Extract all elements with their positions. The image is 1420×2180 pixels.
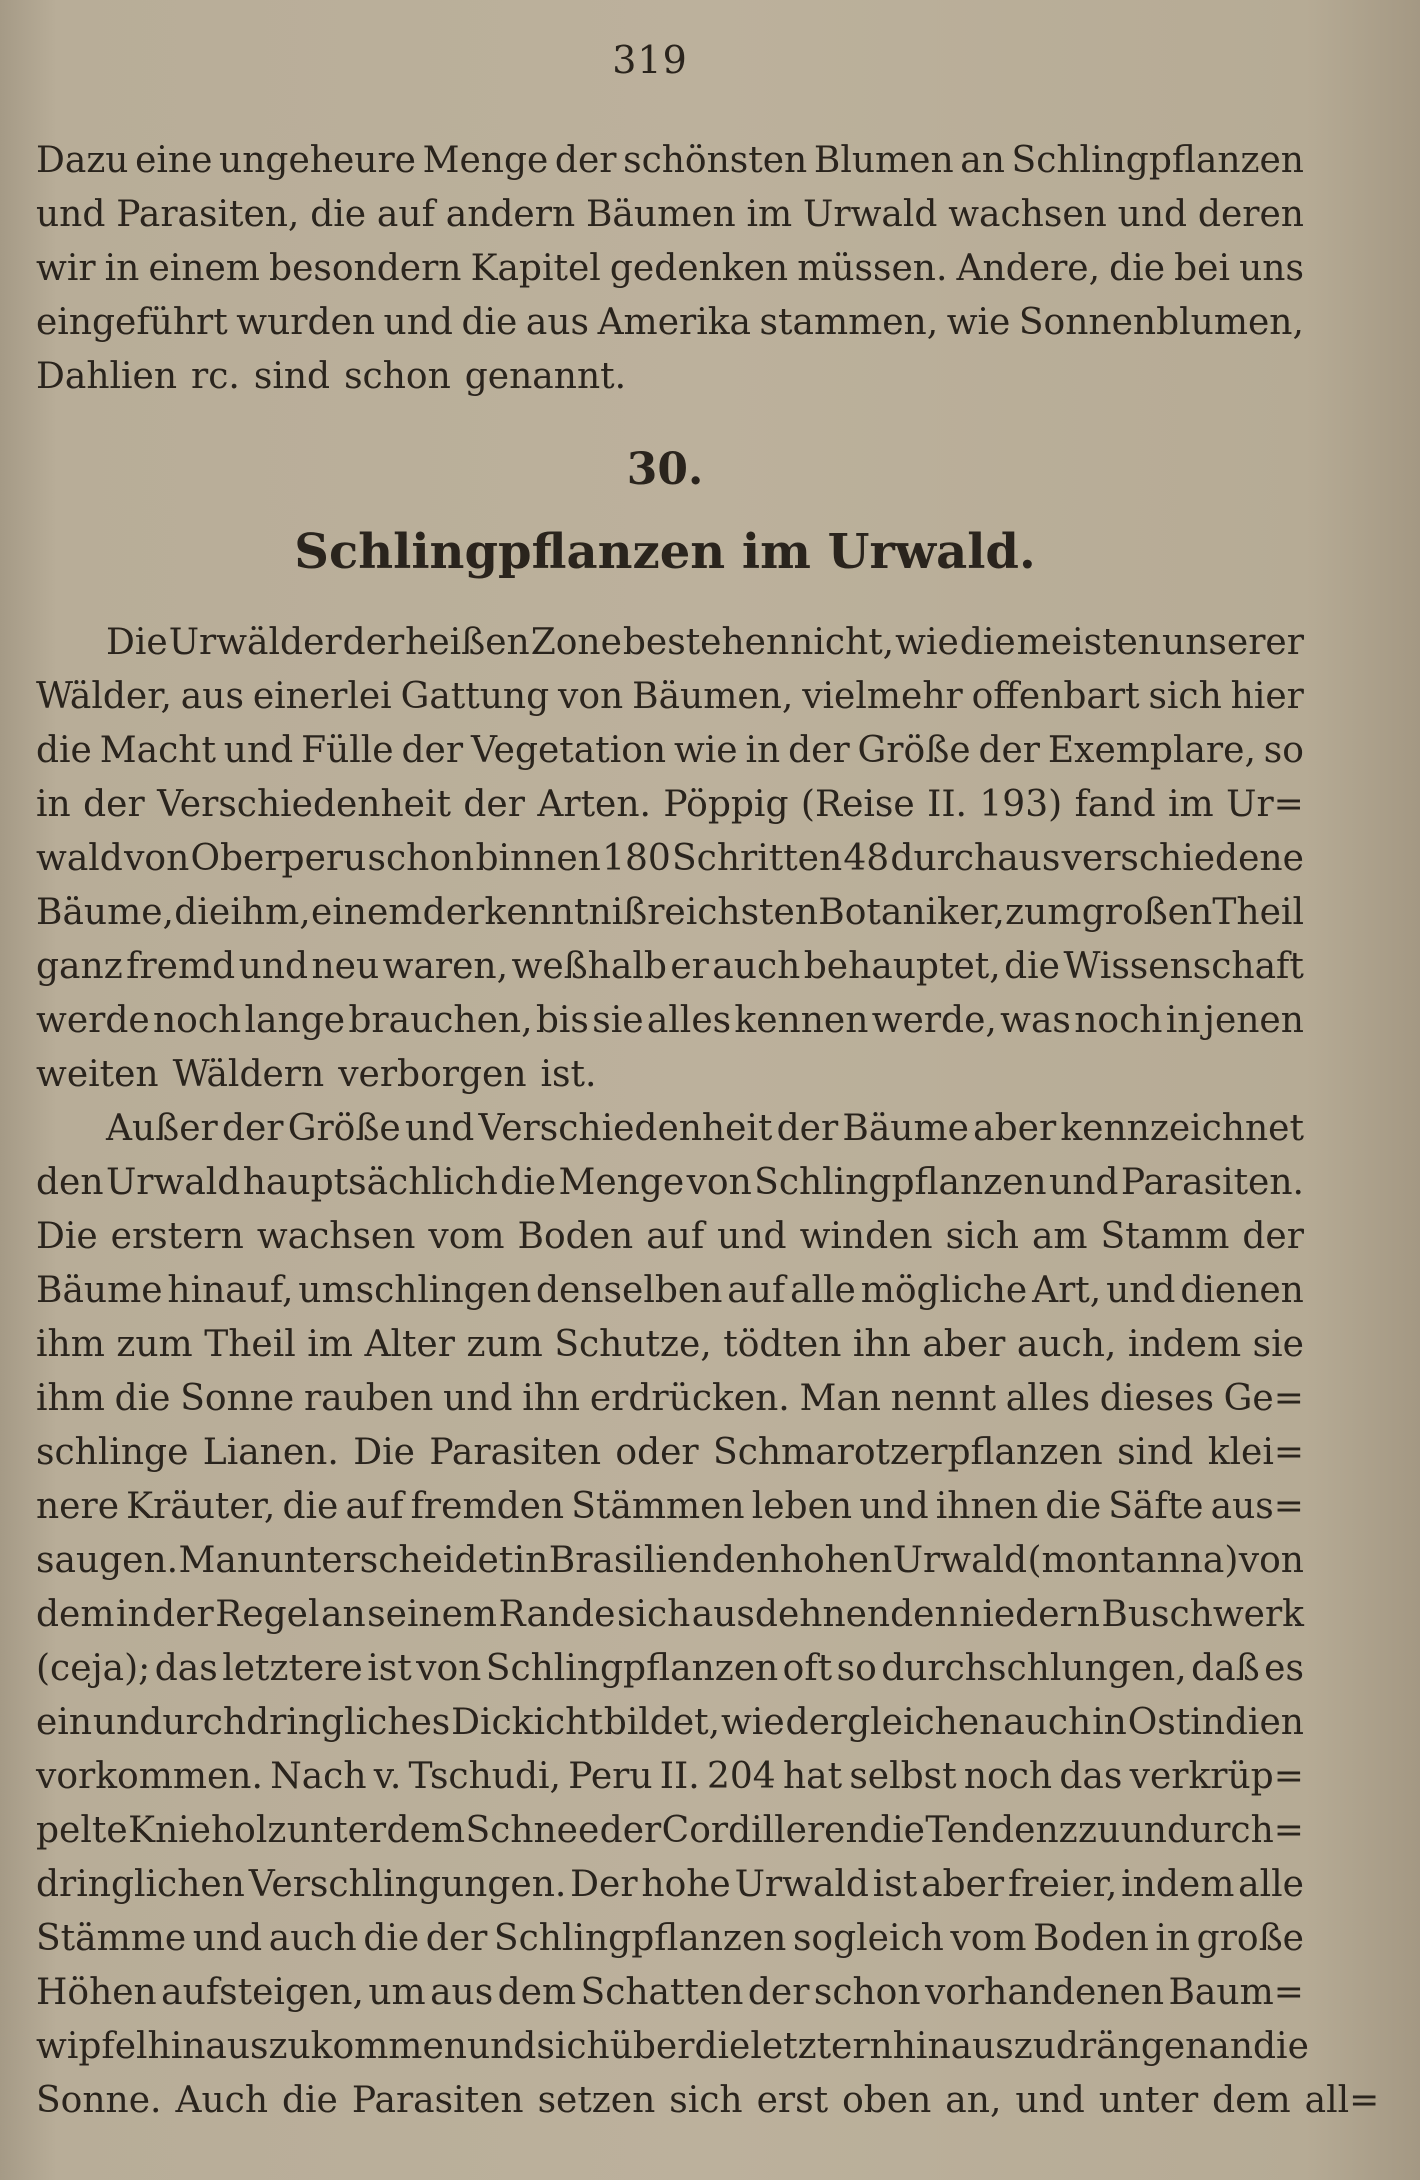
text-line: Höhen aufsteigen, um aus dem Schatten der schon vorhandenen Baum= — [36, 1972, 1304, 2013]
section-number: 30. — [626, 444, 704, 495]
text-line: werde noch lange brauchen, bis sie alles kennen werde, was noch in jenen — [36, 1000, 1304, 1041]
text-line: Die Urwälder der heißen Zone bestehen nicht, wie die meisten unserer — [106, 622, 1304, 663]
text-line: Außer der Größe und Verschiedenheit der Bäume aber kennzeichnet — [106, 1108, 1304, 1149]
text-line: ein undurchdringliches Dickicht bildet, wie dergleichen auch in Ostindien — [36, 1702, 1304, 1743]
text-line: weiten Wäldern verborgen ist. — [36, 1054, 597, 1095]
text-line: Sonne. Auch die Parasiten setzen sich erst oben an, und unter dem all= — [36, 2080, 1380, 2121]
text-line: schlinge Lianen. Die Parasiten oder Schmarotzerpflanzen sind klei= — [36, 1432, 1304, 1473]
text-line: vorkommen. Nach v. Tschudi, Peru II. 204 hat selbst noch das verkrüp= — [36, 1756, 1304, 1797]
text-line: (ceja); das letztere ist von Schlingpflanzen oft so durchschlungen, daß es — [36, 1648, 1304, 1689]
text-line: Die erstern wachsen vom Boden auf und winden sich am Stamm der — [36, 1216, 1304, 1257]
text-line: dringlichen Verschlingungen. Der hohe Urwald ist aber freier, indem alle — [36, 1864, 1304, 1905]
text-line: Wälder, aus einerlei Gattung von Bäumen, vielmehr offenbart sich hier — [36, 676, 1304, 717]
text-line: in der Verschiedenheit der Arten. Pöppig (Reise II. 193) fand im Ur= — [36, 784, 1304, 825]
text-line: saugen. Man unterscheidet in Brasilien den hohen Urwald (montanna) von — [36, 1540, 1304, 1581]
text-line: wipfel hinauszukommen und sich über die letztern hinauszudrängen an die — [36, 2026, 1309, 2067]
text-line: ihm die Sonne rauben und ihn erdrücken. Man nennt alles dieses Ge= — [36, 1378, 1304, 1419]
text-line: die Macht und Fülle der Vegetation wie in der Größe der Exemplare, so — [36, 730, 1304, 771]
text-line: wald von Oberperu schon binnen 180 Schritten 48 durchaus verschiedene — [36, 838, 1304, 879]
text-line: und Parasiten, die auf andern Bäumen im Urwald wachsen und deren — [36, 194, 1304, 235]
text-line: ihm zum Theil im Alter zum Schutze, tödten ihn aber auch, indem sie — [36, 1324, 1304, 1365]
text-line: eingeführt wurden und die aus Amerika stammen, wie Sonnenblumen, — [36, 302, 1304, 343]
page-number: 319 — [612, 38, 688, 82]
text-line: den Urwald hauptsächlich die Menge von Schlingpflanzen und Parasiten. — [36, 1162, 1304, 1203]
text-line: Dazu eine ungeheure Menge der schönsten Blumen an Schlingpflanzen — [36, 140, 1304, 181]
text-line: ganz fremd und neu waren, weßhalb er auch behauptet, die Wissenschaft — [36, 946, 1304, 987]
text-line: Bäume hinauf, umschlingen denselben auf alle mögliche Art, und dienen — [36, 1270, 1304, 1311]
text-line: dem in der Regel an seinem Rande sich ausdehnenden niedern Buschwerk — [36, 1594, 1304, 1635]
text-line: wir in einem besondern Kapitel gedenken müssen. Andere, die bei uns — [36, 248, 1304, 289]
section-title: Schlingpflanzen im Urwald. — [294, 524, 1036, 580]
text-line: pelte Knieholz unter dem Schnee der Cordilleren die Tendenz zu undurch= — [36, 1810, 1304, 1851]
text-line: Stämme und auch die der Schlingpflanzen sogleich vom Boden in große — [36, 1918, 1304, 1959]
text-line: nere Kräuter, die auf fremden Stämmen leben und ihnen die Säfte aus= — [36, 1486, 1304, 1527]
intro-paragraph — [36, 134, 1304, 404]
text-line: Dahlien rc. sind schon genannt. — [36, 356, 627, 397]
body-text — [36, 616, 1380, 2128]
text-line: Bäume, die ihm, einem der kenntnißreichsten Botaniker, zum großen Theil — [36, 892, 1304, 933]
